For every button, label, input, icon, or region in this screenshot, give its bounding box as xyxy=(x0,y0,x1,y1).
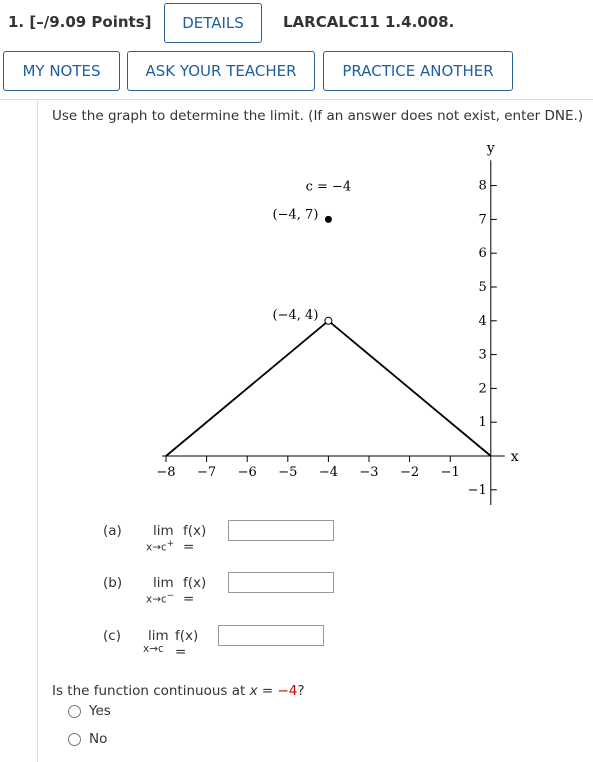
y-axis-label: y xyxy=(486,142,495,157)
part-c-subscript: x→c xyxy=(143,643,164,655)
open-point xyxy=(325,317,332,324)
part-a-fx: f(x) = xyxy=(183,523,207,555)
question-header xyxy=(0,0,593,46)
y-tick-label: 7 xyxy=(478,212,487,228)
x-tick-label: −8 xyxy=(156,465,176,480)
part-c-fx: f(x) = xyxy=(175,628,199,660)
x-axis-label: x xyxy=(510,449,519,465)
y-tick-label: 6 xyxy=(478,246,487,262)
filled-point xyxy=(325,216,332,223)
y-tick-label: 5 xyxy=(478,280,487,295)
part-a-answer-input[interactable] xyxy=(228,520,334,541)
question-prompt: Use the graph to determine the limit. (If an answer does not exist, enter DNE.) xyxy=(52,108,584,124)
part-a-subscript: x→c+ xyxy=(146,539,175,554)
question-id: LARCALC11 1.4.008. xyxy=(283,13,455,31)
x-tick-label: −3 xyxy=(359,465,379,480)
x-tick-label: −2 xyxy=(400,465,420,480)
filled-point-label: (−4, 7) xyxy=(272,207,319,223)
no-label: No xyxy=(89,731,108,747)
y-tick-label: 2 xyxy=(478,381,487,397)
no-radio[interactable] xyxy=(68,733,81,746)
y-tick-label: −1 xyxy=(467,482,487,498)
x-tick-label: −7 xyxy=(197,465,217,480)
limit-graph xyxy=(140,142,530,512)
x-tick-label: −6 xyxy=(237,465,257,480)
open-point-label: (−4, 4) xyxy=(272,307,319,323)
part-a-lim: lim xyxy=(153,523,174,539)
yes-radio[interactable] xyxy=(68,705,81,718)
x-tick-label: −5 xyxy=(278,465,298,480)
part-b-subscript: x→c− xyxy=(146,591,175,606)
part-c-lim: lim xyxy=(148,628,169,644)
c-value-label: c = −4 xyxy=(305,179,352,195)
part-b-sup: − xyxy=(166,591,175,601)
content-left-border xyxy=(37,100,38,762)
y-tick-label: 4 xyxy=(478,313,487,329)
part-a-label: (a) xyxy=(103,523,122,539)
function-segment xyxy=(166,321,328,456)
option-no[interactable] xyxy=(68,731,107,747)
part-b-label: (b) xyxy=(103,575,123,591)
header-divider xyxy=(0,99,593,100)
option-yes[interactable] xyxy=(68,703,111,719)
function-segment xyxy=(328,321,490,456)
continuity-value: −4 xyxy=(277,683,298,699)
my-notes-button[interactable]: MY NOTES xyxy=(3,51,120,91)
y-tick-label: 8 xyxy=(478,178,487,194)
continuity-variable: x xyxy=(249,683,258,699)
tick-marks xyxy=(156,179,496,498)
part-a-sup: + xyxy=(166,539,175,549)
question-number: 1. [–/9.09 Points] xyxy=(8,13,152,31)
details-button[interactable]: DETAILS xyxy=(164,3,262,43)
part-c-label: (c) xyxy=(103,628,121,644)
practice-another-button[interactable]: PRACTICE ANOTHER xyxy=(323,51,513,91)
x-tick-label: −1 xyxy=(440,465,460,480)
x-tick-label: −4 xyxy=(318,465,338,480)
part-b-lim: lim xyxy=(153,575,174,591)
ask-your-teacher-button[interactable]: ASK YOUR TEACHER xyxy=(127,51,315,91)
yes-label: Yes xyxy=(89,703,111,719)
axes xyxy=(162,160,505,505)
function-graph xyxy=(166,216,491,456)
part-c-answer-input[interactable] xyxy=(218,625,324,646)
y-tick-label: 3 xyxy=(478,347,487,363)
part-b-fx: f(x) = xyxy=(183,575,207,607)
continuity-question: Is the function continuous at x = −4? xyxy=(52,683,305,699)
part-b-answer-input[interactable] xyxy=(228,572,334,593)
y-tick-label: 1 xyxy=(478,415,487,431)
